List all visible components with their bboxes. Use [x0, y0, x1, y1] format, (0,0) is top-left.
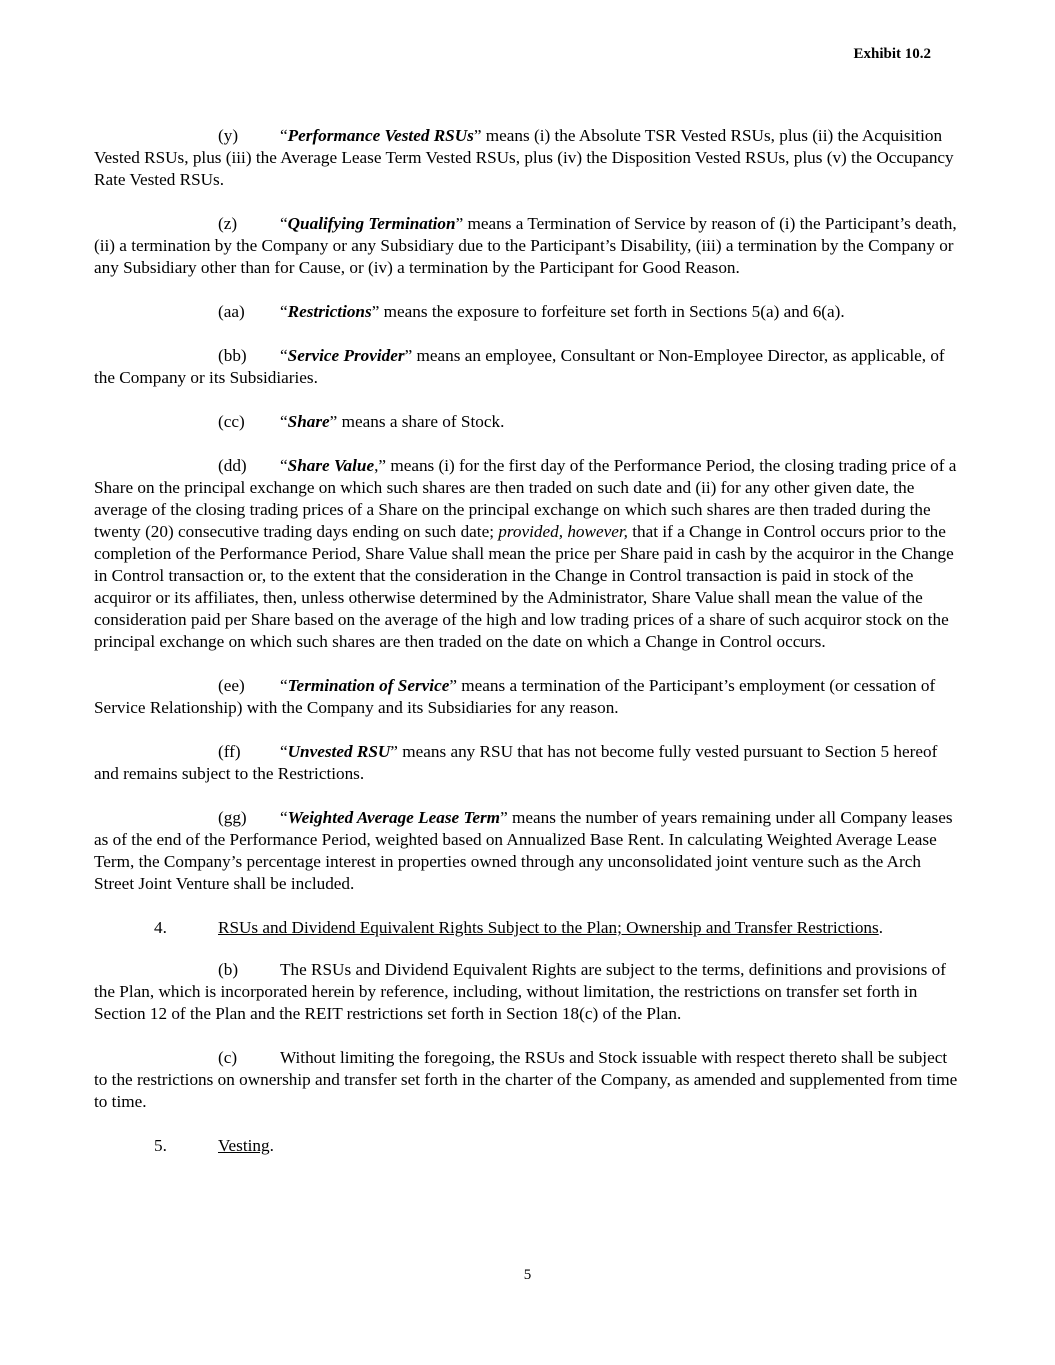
- definition-text: means an employee, Consultant or Non-Employee Director, as applicable, of the Company or its Subsidiaries.: [94, 346, 945, 387]
- close-quote: ”: [473, 126, 482, 145]
- defined-term: Qualifying Termination: [287, 214, 456, 233]
- definition-cc: [94, 411, 964, 433]
- section-4-heading: [94, 917, 964, 939]
- definition-bb: [94, 345, 964, 389]
- close-quote: ”: [371, 302, 380, 321]
- section-number: 4.: [154, 918, 167, 937]
- definition-label: (gg): [218, 808, 247, 827]
- section-title-end: .: [878, 918, 884, 937]
- definition-ff: [94, 741, 964, 785]
- definition-text: means a share of Stock.: [337, 412, 505, 431]
- definition-ee: [94, 675, 964, 719]
- defined-term: Share Value: [287, 456, 375, 475]
- defined-term: Performance Vested RSUs: [287, 126, 474, 145]
- open-quote: “: [280, 742, 288, 761]
- definition-text-continued: that if a Change in Control occurs prior to the completion of the Performance Period, Share Value shall mean the price per Share paid in cash by the acquiror in the Change in Control transaction or, to the extent that the consideration in the Change in Control transaction is paid in stock of the acquiror or its affiliates, then, unless otherwise determined by the Administrator, Share Value shall mean the value of the consideration paid per Share based on the average of the high and low trading prices of a share of such acquiror stock on the principal exchange on which such shares are then traded on the date on which a Change in Control occurs.: [94, 522, 954, 651]
- defined-term: Weighted Average Lease Term: [287, 808, 501, 827]
- definition-text: means the exposure to forfeiture set forth in Sections 5(a) and 6(a).: [379, 302, 845, 321]
- section-number: 5.: [154, 1136, 167, 1155]
- definition-text: means the number of years remaining under all Company leases as of the end of the Performance Period, weighted based on Annualized Base Rent. In calculating Weighted Average Lease Term, the Company’s percentage interest in properties owned through any unconsolidated joint venture such as the Arch Street Joint Venture shall be included.: [94, 808, 953, 893]
- defined-term: Share: [287, 412, 330, 431]
- proviso-italic: provided, however,: [493, 522, 628, 541]
- close-quote: ”: [449, 676, 457, 695]
- defined-term: Unvested RSU: [287, 742, 391, 761]
- close-quote: ,”: [374, 456, 387, 475]
- open-quote: “: [280, 808, 288, 827]
- definition-text: means (i) the Absolute TSR Vested RSUs, plus (ii) the Acquisition Vested RSUs, plus (iii) the Average Lease Term Vested RSUs, plus (iv) the Disposition Vested RSUs, plus (v) the Occupancy Rate Vested RSUs.: [94, 126, 954, 189]
- paragraph-label: (b): [218, 960, 239, 979]
- definition-aa: [94, 301, 964, 323]
- definition-text: means (i) for the first day of the Performance Period, the closing trading price of a Share on the principal exchange on which such shares are then traded on such date and (ii) for any other given date, the average of the closing trading prices of a Share on the principal exchange on which such shares are then traded during the twenty (20) consecutive trading days ending on such date;: [94, 456, 957, 541]
- open-quote: “: [280, 126, 288, 145]
- open-quote: “: [280, 456, 288, 475]
- defined-term: Termination of Service: [287, 676, 450, 695]
- open-quote: “: [280, 676, 288, 695]
- definition-text: means any RSU that has not become fully vested pursuant to Section 5 hereof and remains subject to the Restrictions.: [94, 742, 938, 783]
- section-title: Vesting: [218, 1136, 270, 1155]
- section-4-paragraph-c: [94, 1047, 964, 1113]
- document-body: [94, 125, 964, 1177]
- definition-label: (bb): [218, 346, 247, 365]
- section-5-heading: [94, 1135, 964, 1157]
- close-quote: ”: [390, 742, 398, 761]
- definition-y: [94, 125, 964, 191]
- definition-label: (y): [218, 126, 239, 145]
- definition-label: (ff): [218, 742, 241, 761]
- definition-label: (z): [218, 214, 238, 233]
- exhibit-label: Exhibit 10.2: [853, 46, 931, 62]
- definition-gg: [94, 807, 964, 895]
- definition-label: (aa): [218, 302, 245, 321]
- paragraph-text: The RSUs and Dividend Equivalent Rights are subject to the terms, definitions and provisions of the Plan, which is incorporated herein by reference, including, without limitation, the restrictions on transfer set forth in Section 12 of the Plan and the REIT restrictions set forth in Section 18(c) of the Plan.: [94, 960, 946, 1023]
- paragraph-label: (c): [218, 1048, 238, 1067]
- close-quote: ”: [500, 808, 508, 827]
- definition-z: [94, 213, 964, 279]
- section-title-end: .: [269, 1136, 274, 1155]
- page-number: 5: [523, 1267, 532, 1283]
- definition-text: means a termination of the Participant’s employment (or cessation of Service Relationship) with the Company and its Subsidiaries for any reason.: [94, 676, 936, 717]
- definition-label: (dd): [218, 456, 247, 475]
- open-quote: “: [280, 214, 288, 233]
- definition-text: means a Termination of Service by reason of (i) the Participant’s death, (ii) a termination by the Company or any Subsidiary due to the Participant’s Disability, (iii) a termination by the Company or any Subsidiary other than for Cause, or (iv) a termination by the Participant for Good Reason.: [94, 214, 957, 277]
- defined-term: Service Provider: [287, 346, 405, 365]
- open-quote: “: [280, 412, 288, 431]
- defined-term: Restrictions: [287, 302, 372, 321]
- open-quote: “: [280, 302, 288, 321]
- close-quote: ”: [329, 412, 338, 431]
- paragraph-text: Without limiting the foregoing, the RSUs and Stock issuable with respect thereto shall be subject to the restrictions on ownership and transfer set forth in the charter of the Company, as amended and supplemented from time to time.: [94, 1048, 958, 1111]
- section-4-paragraph-b: [94, 959, 964, 1025]
- open-quote: “: [280, 346, 288, 365]
- definition-label: (cc): [218, 412, 245, 431]
- definition-dd: [94, 455, 964, 653]
- definition-label: (ee): [218, 676, 245, 695]
- close-quote: ”: [404, 346, 413, 365]
- close-quote: ”: [455, 214, 464, 233]
- section-title: RSUs and Dividend Equivalent Rights Subject to the Plan; Ownership and Transfer Restrictions: [218, 918, 879, 937]
